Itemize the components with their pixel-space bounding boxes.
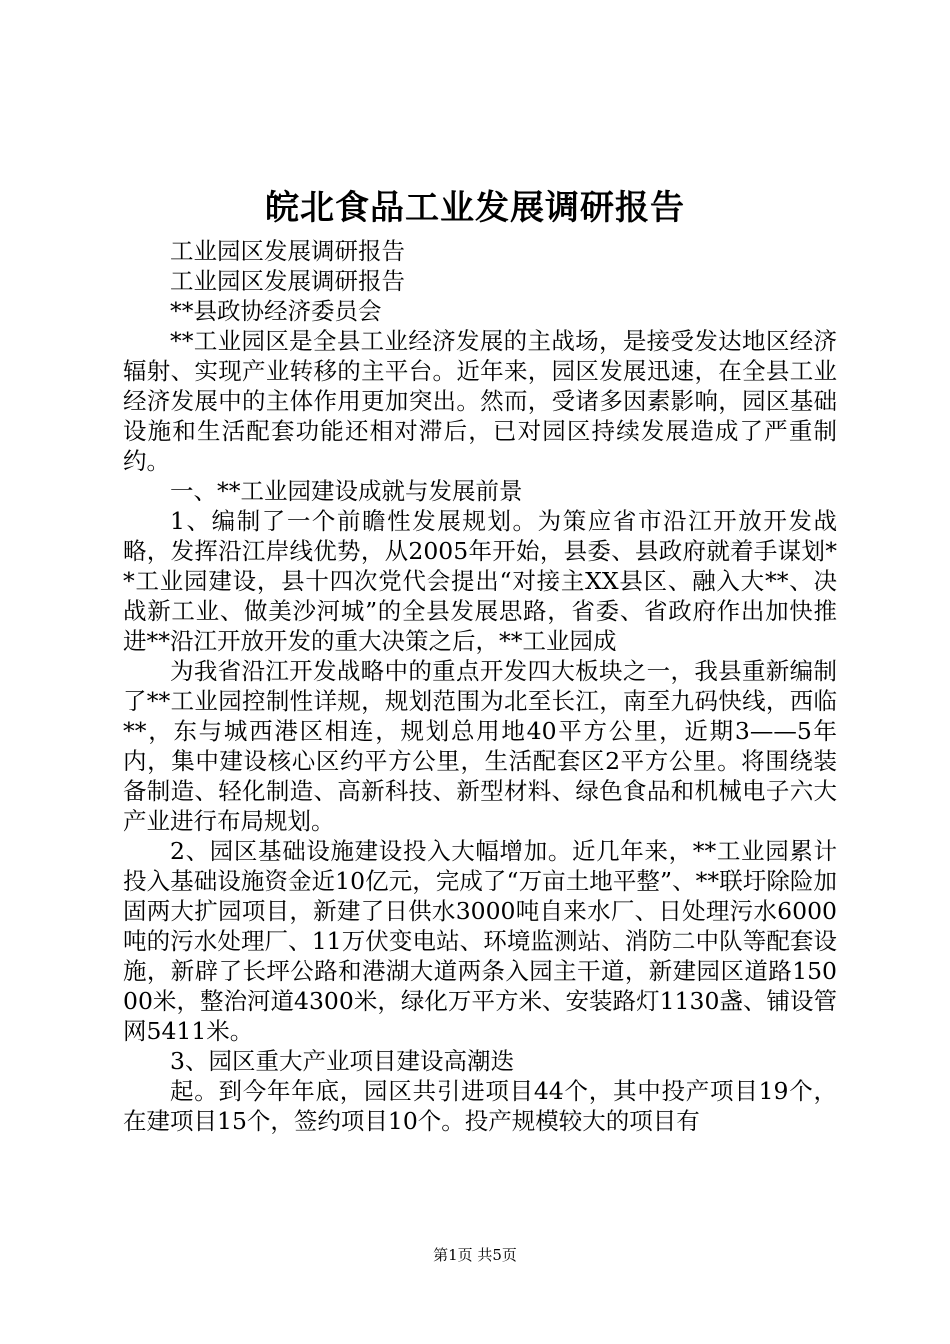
author-line: **县政协经济委员会 bbox=[170, 297, 382, 325]
body-paragraph: **工业园区是全县工业经济发展的主战场，是接受发达地区经济辐射、实现产业转移的主平台。近年来，园区发展迅速，在全县工业经济发展中的主体作用更加突出。然而，受诸多因素影响，园区基础设施和生活配套功能还相对滞后，已对园区持续发展造成了严重制约。 bbox=[123, 327, 837, 475]
body-paragraph: 2、园区基础设施建设投入大幅增加。近几年来，**工业园累计投入基础设施资金近10亿元，完成了“万亩土地平整”、**联圩除险加固两大扩园项目，新建了日供水3000吨自来水厂、日处理污水6000吨的污水处理厂、11万伏变电站、环境监测站、消防二中队等配套设施，新辟了长坪公路和港湖大道两条入园主干道，新建园区道路15000米，整治河道4300米，绿化万平方米、安装路灯1130盏、铺设管网5411米。 bbox=[123, 837, 837, 1045]
subtitle-line: 工业园区发展调研报告 bbox=[170, 267, 405, 295]
page-footer: 第1页 共5页 bbox=[433, 1246, 517, 1264]
document-title: 皖北食品工业发展调研报告 bbox=[265, 188, 685, 228]
body-paragraph: 起。到今年年底，园区共引进项目44个，其中投产项目19个，在建项目15个，签约项目10个。投产规模较大的项目有 bbox=[123, 1077, 837, 1135]
body-paragraph: 为我省沿江开发战略中的重点开发四大板块之一，我县重新编制了**工业园控制性详规，规划范围为北至长江，南至九码快线，西临**，东与城西港区相连，规划总用地40平方公里，近期3——5年内，集中建设核心区约平方公里，生活配套区2平方公里。将围绕装备制造、轻化制造、高新科技、新型材料、绿色食品和机械电子六大产业进行布局规划。 bbox=[123, 657, 837, 835]
body-paragraph: 3、园区重大产业项目建设高潮迭 bbox=[170, 1047, 514, 1075]
body-paragraph: 1、编制了一个前瞻性发展规划。为策应省市沿江开放开发战略，发挥沿江岸线优势，从2005年开始，县委、县政府就着手谋划**工业园建设，县十四次党代会提出“对接主XX县区、融入大**、决战新工业、做美沙河城”的全县发展思路，省委、省政府作出加快推进**沿江开放开发的重大决策之后，**工业园成 bbox=[123, 507, 837, 655]
section-heading: 一、**工业园建设成就与发展前景 bbox=[170, 477, 523, 505]
subtitle-line: 工业园区发展调研报告 bbox=[170, 237, 405, 265]
document-body bbox=[123, 236, 837, 1136]
